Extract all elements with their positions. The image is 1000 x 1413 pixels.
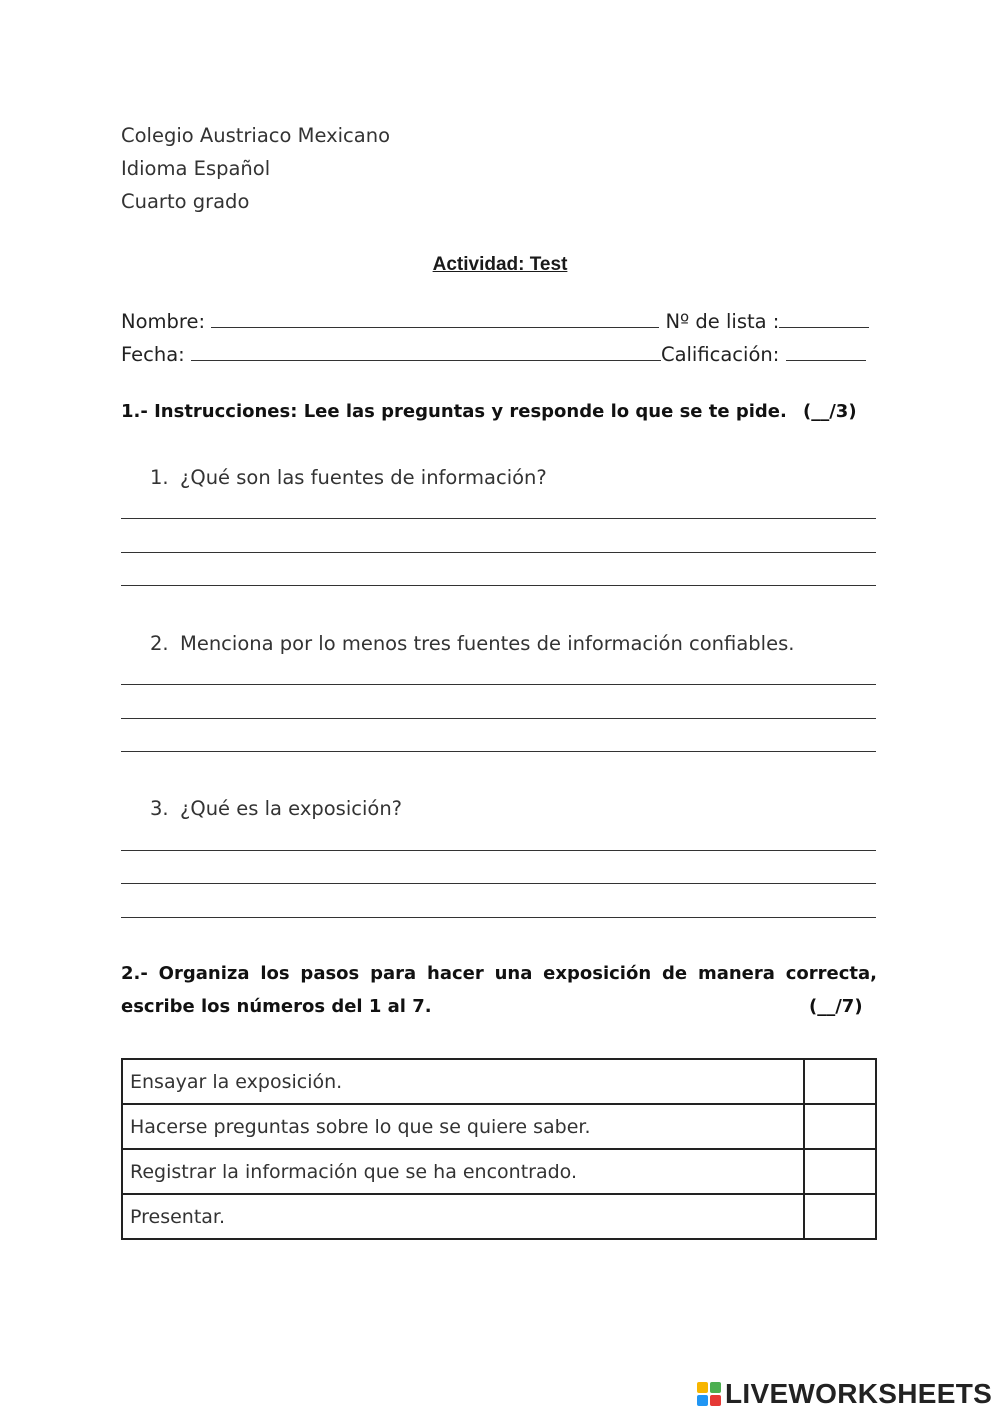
date-field-row (121, 342, 866, 366)
grade-level: Cuarto grado (121, 190, 250, 213)
question-3 (150, 797, 402, 820)
answer-line[interactable] (121, 751, 876, 752)
answer-line[interactable] (121, 917, 876, 918)
step-order-input[interactable] (804, 1104, 876, 1149)
section1-score: (__/3) (803, 401, 857, 422)
step-text: Ensayar la exposición. (122, 1059, 804, 1104)
question-text: Menciona por lo menos tres fuentes de información confiables. (180, 632, 795, 655)
question-number: 2. (150, 632, 169, 655)
date-input-line[interactable] (191, 342, 661, 361)
grade-label: Calificación: (660, 343, 780, 366)
answer-line[interactable] (121, 850, 876, 851)
name-input-line[interactable] (211, 309, 659, 328)
question-1 (150, 466, 547, 489)
table-row (122, 1059, 876, 1104)
section2-instruction-line2: escribe los números del 1 al 7. (121, 996, 432, 1017)
answer-line[interactable] (121, 684, 876, 685)
question-number: 1. (150, 466, 169, 489)
step-text: Registrar la información que se ha encontrado. (122, 1149, 804, 1194)
list-number-label: Nº de lista : (665, 310, 780, 333)
question-text: ¿Qué son las fuentes de información? (180, 466, 547, 489)
answer-line[interactable] (121, 585, 876, 586)
answer-line[interactable] (121, 552, 876, 553)
question-2 (150, 632, 794, 655)
question-text: ¿Qué es la exposición? (180, 797, 403, 820)
steps-table (121, 1058, 877, 1240)
grade-input-line[interactable] (786, 342, 866, 361)
table-row (122, 1194, 876, 1239)
section2-instruction-line1: 2.- Organiza los pasos para hacer una exposición de manera correcta, (121, 963, 877, 984)
section1-instruction: 1.- Instrucciones: Lee las preguntas y responde lo que se te pide. (121, 401, 787, 422)
table-row (122, 1104, 876, 1149)
step-text: Presentar. (122, 1194, 804, 1239)
step-order-input[interactable] (804, 1194, 876, 1239)
table-row (122, 1149, 876, 1194)
list-number-input-line[interactable] (779, 309, 869, 328)
name-field-row (121, 309, 869, 333)
section2-score: (__/7) (809, 996, 863, 1017)
date-label: Fecha: (121, 343, 185, 366)
answer-line[interactable] (121, 718, 876, 719)
question-number: 3. (150, 797, 169, 820)
step-order-input[interactable] (804, 1149, 876, 1194)
page-title: Actividad: Test (432, 254, 568, 275)
liveworksheets-brand: LIVEWORKSHEETS (725, 1378, 993, 1409)
answer-line[interactable] (121, 883, 876, 884)
subject-name: Idioma Español (121, 157, 271, 180)
liveworksheets-icon (697, 1382, 723, 1408)
school-name: Colegio Austriaco Mexicano (121, 124, 391, 147)
name-label: Nombre: (121, 310, 206, 333)
answer-line[interactable] (121, 518, 876, 519)
step-order-input[interactable] (804, 1059, 876, 1104)
step-text: Hacerse preguntas sobre lo que se quiere saber. (122, 1104, 804, 1149)
